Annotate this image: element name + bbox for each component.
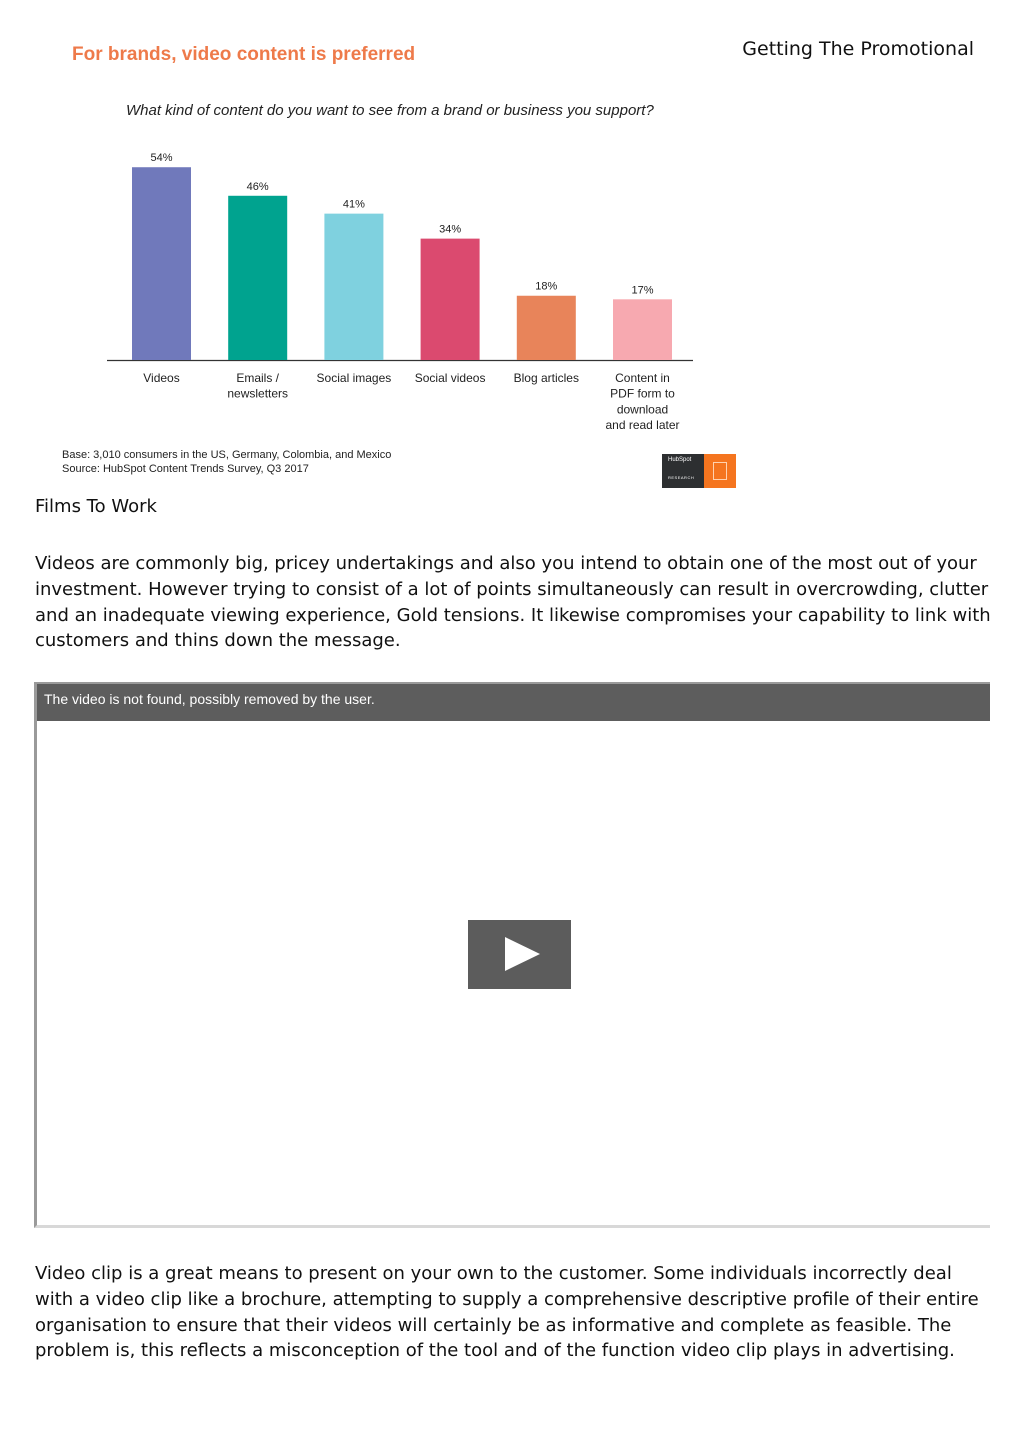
category-label-4-0: Blog articles [513, 371, 579, 385]
play-button[interactable] [468, 920, 571, 989]
logo-brand: HubSpot [668, 457, 692, 463]
chart-title: For brands, video content is preferred [72, 44, 416, 65]
bar-value-label-1: 46% [246, 180, 269, 193]
category-label-5-3: and read later [605, 418, 680, 433]
bar-5 [613, 299, 672, 360]
logo-sub: RESEARCH [668, 475, 695, 480]
play-icon [505, 937, 540, 971]
category-label-5-2: download [616, 402, 669, 417]
bar-2 [324, 214, 383, 360]
category-label-5-1: PDF form to [610, 386, 675, 401]
bar-value-label-3: 34% [439, 223, 462, 236]
video-error-message: The video is not found, possibly removed by the user. [44, 691, 375, 707]
video-player[interactable] [34, 682, 990, 1228]
page-header-title: Getting The Promotional [742, 38, 974, 60]
chart-source-note: Source: HubSpot Content Trends Survey, Q3 2017 [62, 463, 309, 475]
bar-chart [60, 40, 750, 440]
category-label-1-0: Emails / [236, 371, 280, 385]
bar-4 [517, 296, 576, 360]
category-label-0-0: Videos [143, 371, 180, 385]
bar-value-label-2: 41% [342, 198, 365, 211]
bar-value-label-0: 54% [150, 152, 173, 165]
paragraph-2: Video clip is a great means to present on your own to the customer. Some individuals incorrectly deal with a video clip like a brochure, attempting to supply a comprehensive descriptive profile of their entire organisation to ensure that their videos will certainly be as informative and complete as feasible. The problem is, this reflects a misconception of the tool and of the function video clip plays in advertising. [35, 1263, 979, 1362]
document-icon [713, 462, 727, 480]
category-label-3-0: Social videos [414, 371, 486, 385]
hubspot-research-logo [662, 454, 736, 488]
bar-value-label-5: 17% [631, 284, 654, 297]
category-label-2-0: Social images [316, 371, 392, 385]
section-subheading: Films To Work [35, 496, 157, 517]
video-error-bar [37, 684, 990, 721]
paragraph-1: Videos are commonly big, pricey undertakings and also you intend to obtain one of the most out of your investment. However trying to consist of a lot of points simultaneously can result in overcrowding, clutter and an inadequate viewing experience, Gold tensions. It likewise compromises your capability to link with customers and thins down the message. [35, 553, 991, 652]
chart-figure [60, 40, 750, 490]
bar-3 [421, 239, 480, 360]
chart-question: What kind of content do you want to see from a brand or business you support? [126, 102, 654, 119]
chart-base-note: Base: 3,010 consumers in the US, Germany, Colombia, and Mexico [62, 449, 392, 461]
bar-value-label-4: 18% [535, 280, 558, 293]
bar-1 [228, 196, 287, 360]
category-label-5-0: Content in [615, 371, 670, 385]
bar-0 [132, 167, 191, 360]
category-label-1-1: newsletters [227, 386, 289, 401]
